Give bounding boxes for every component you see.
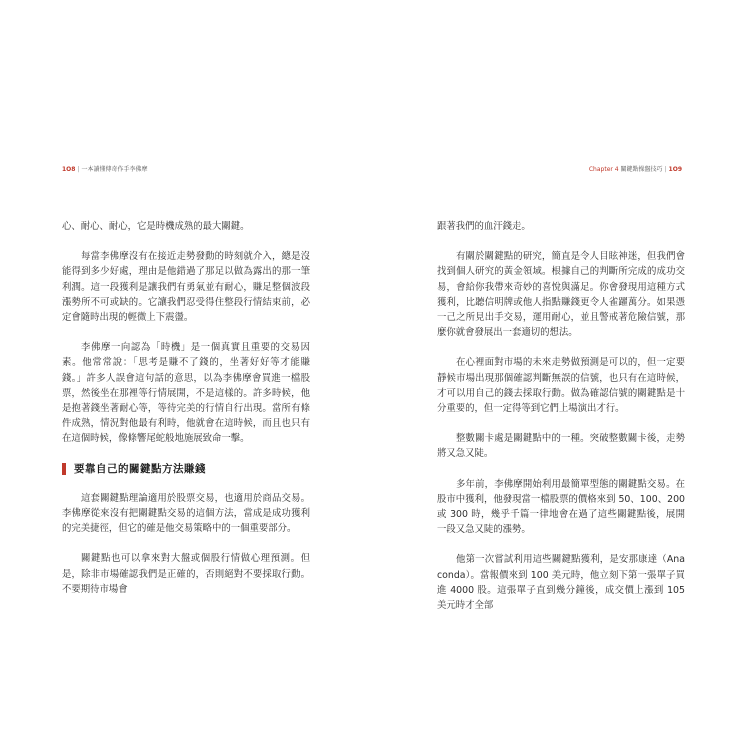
left-paragraph-3: 李佛摩一向認為「時機」是一個真實且重要的交易因素。他常常說：「思考是賺不了錢的，坐著好好等才能賺錢。」許多人誤會這句話的意思，以為李佛摩會買進一檔股票，然後坐在那裡等行情展開，不是這樣的。許多時候，他是抱著錢坐著耐心等，等待完美的行情自行出現。當所有條件成熟，情況對他最有利時，他就會在這時候，而且也只有在這個時候，像條響尾蛇般地施展致命一擊。 — [62, 342, 310, 445]
right-paragraph-2: 有關於關鍵點的研究，簡直是令人目眩神迷，但我們會找到個人研究的黃金領域。根據自己的判斷所完成的成功交易，會給你我帶來奇妙的喜悅與滿足。你會發現用這種方式獲利，比聽信明牌或他人指點賺錢更令人雀躍萬分。如果憑一己之所見出手交易，運用耐心，並且警戒著危險信號，那麼你就會發展出一套適切的想法。 — [437, 251, 685, 339]
right-running-title: 關鍵點操盤技巧 — [620, 166, 663, 173]
left-body-text — [62, 219, 310, 612]
right-paragraph-1: 跟著我們的血汗錢走。 — [437, 221, 531, 232]
right-paragraph-5: 多年前，李佛摩開始利用最簡單型態的關鍵點交易。在股市中獲利，他發現當一檔股票的價格來到 50、100、200 或 300 時，幾乎千篇一律地會在過了這些關鍵點後，展開一段又急又陡的漲勢。 — [437, 478, 685, 536]
right-paragraph-3: 在心裡面對市場的未來走勢做預測是可以的，但一定要靜候市場出現那個確認判斷無誤的信號，也只有在這時候，才可以用自己的錢去採取行動。做為確認信號的關鍵點是十分重要的，但一定得等到它們上場演出才行。 — [437, 357, 685, 415]
right-paragraph-6: 他第一次嘗試利用這些關鍵點獲利，是安那康達（Anaconda）。當報價來到 100 美元時，他立刻下第一張單子買進 4000 股。這張單子直到幾分鐘後，成交價上漲到 105 美元時才全部 — [437, 554, 685, 612]
right-body-text — [437, 219, 685, 628]
right-running-head — [589, 166, 682, 174]
section-heading-bar — [62, 463, 66, 475]
left-running-title: 一本讀懂傳奇作手李佛摩 — [81, 166, 148, 173]
running-head-separator: | — [77, 166, 80, 173]
chapter-label: Chapter 4 — [588, 166, 619, 173]
left-section-paragraph-1: 這套關鍵點理論適用於股票交易，也適用於商品交易。李佛摩從來沒有把關鍵點交易的這個方法，當成是成功獲利的完美捷徑，但它的確是他交易策略中的一個重要部分。 — [62, 492, 310, 535]
section-heading-title: 要靠自己的關鍵點方法賺錢 — [74, 462, 206, 475]
left-section-paragraph-2: 關鍵點也可以拿來對大盤或個股行情做心理預測。但是，除非市場確認我們是正確的，否則絕對不要採取行動。不要期待市場會 — [62, 553, 310, 595]
left-paragraph-2: 每當李佛摩沒有在接近走勢發動的時刻就介入，總是沒能得到多少好處，理由是他錯過了那足以做為露出的那一筆利潤。這一段獲利是讓我們有勇氣並有耐心，賺足整個波段漲勢所不可或缺的。它讓我們忍受得住整段行情結束前，必定會隨時出現的輕微上下震盪。 — [62, 251, 310, 324]
right-page-number: 1O9 — [668, 166, 682, 173]
left-page-number: 1O8 — [62, 166, 76, 173]
section-heading — [62, 462, 310, 477]
right-paragraph-4: 整數關卡處是關鍵點中的一種。突破整數關卡後，走勢將又急又陡。 — [437, 433, 685, 460]
left-running-head — [62, 166, 148, 174]
left-paragraph-1: 心、耐心、耐心，它是時機成熟的最大關鍵。 — [62, 221, 250, 232]
right-page — [375, 0, 750, 750]
running-head-separator: | — [664, 166, 667, 173]
